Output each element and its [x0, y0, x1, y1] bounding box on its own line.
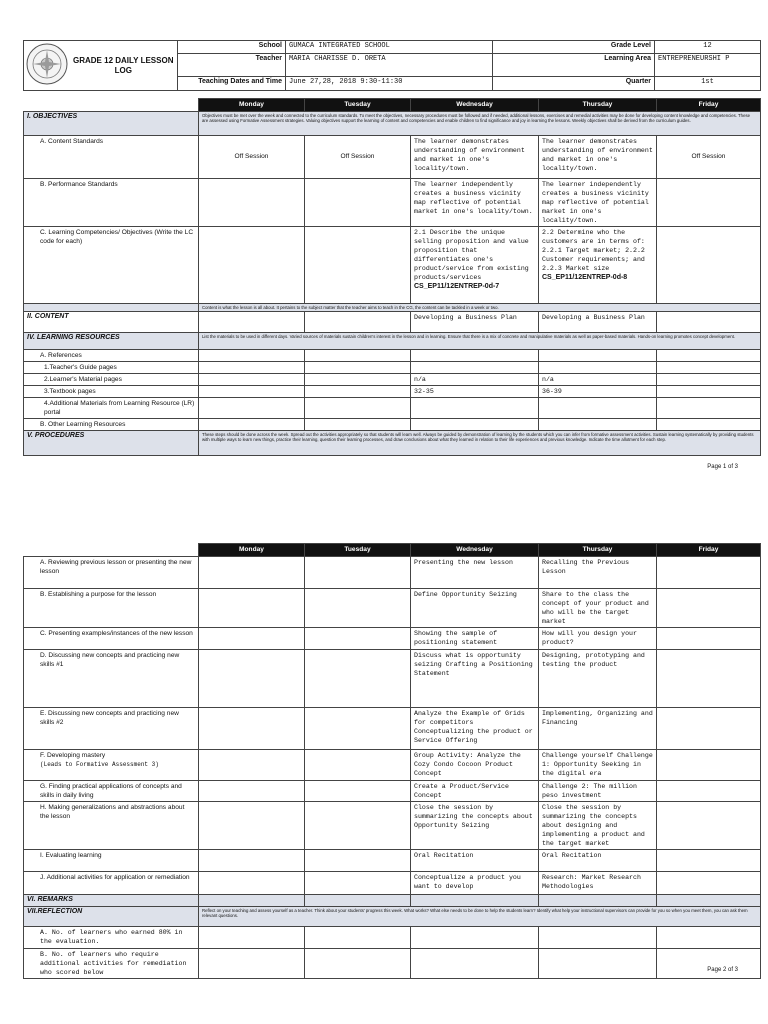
content-standards-friday: Off Session — [657, 135, 761, 178]
procedure-row — [24, 649, 761, 707]
additional-materials-label: 4.Additional Materials from Learning Resource (LR) portal — [24, 397, 199, 418]
performance-standards-label: B. Performance Standards — [24, 178, 199, 226]
learning-area-value: ENTREPRENEURSHI P — [655, 53, 761, 76]
competencies-thursday-code: CS_EP11/12ENTREP-0d-8 — [542, 273, 628, 281]
procedure-label: J. Additional activities for application or remediation — [24, 871, 199, 894]
procedure-thursday: Implementing, Organizing and Financing — [539, 707, 657, 749]
content-standards-thursday: The learner demonstrates understanding of environment and market in one's locality/town. — [539, 135, 657, 178]
teacher-label: Teacher — [178, 53, 286, 76]
procedure-row — [24, 749, 761, 780]
deped-seal-icon — [25, 42, 69, 86]
learning-area-label: Learning Area — [493, 53, 655, 76]
procedure-label: D. Discussing new concepts and practicing new skills #1 — [24, 649, 199, 707]
procedure-label — [24, 749, 199, 780]
textbook-pages-wednesday: 32-35 — [411, 385, 539, 397]
competencies-wednesday-text: 2.1 Describe the unique selling proposition and value proposition that differentiates one's product/service from existing products/services — [414, 228, 529, 281]
competencies-wednesday — [411, 226, 539, 303]
competencies-thursday — [539, 226, 657, 303]
procedure-wednesday: Presenting the new lesson — [411, 556, 539, 588]
day-wednesday: Wednesday — [411, 99, 539, 112]
procedure-wednesday: Define Opportunity Seizing — [411, 588, 539, 627]
day-tuesday: Tuesday — [305, 99, 411, 112]
page-number-1: Page 1 of 3 — [707, 464, 738, 470]
procedure-label: E. Discussing new concepts and practicing new skills #2 — [24, 707, 199, 749]
procedure-thursday: Challenge 2: The million peso investment — [539, 780, 657, 801]
procedure-label: I. Evaluating learning — [24, 849, 199, 871]
page-title: GRADE 12 DAILY LESSON LOG — [70, 41, 178, 91]
learning-resources-heading: IV. LEARNING RESOURCES — [24, 332, 199, 349]
learners-material-label: 2.Learner's Material pages — [24, 373, 199, 385]
day-monday-2: Monday — [199, 544, 305, 557]
school-value: GUMACA INTEGRATED SCHOOL — [286, 41, 493, 54]
procedure-label: C. Presenting examples/instances of the new lesson — [24, 627, 199, 649]
procedure-row — [24, 849, 761, 871]
content-standards-tuesday: Off Session — [305, 135, 411, 178]
quarter-value: 1st — [655, 77, 761, 91]
procedure-row — [24, 588, 761, 627]
content-standards-wednesday: The learner demonstrates understanding of environment and market in one's locality/town. — [411, 135, 539, 178]
procedure-label: H. Making generalizations and abstractions about the lesson — [24, 801, 199, 849]
procedure-row — [24, 780, 761, 801]
procedure-thursday: Designing, prototyping and testing the product — [539, 649, 657, 707]
procedure-label-note: (Leads to Formative Assessment 3) — [40, 760, 159, 768]
day-thursday: Thursday — [539, 99, 657, 112]
procedure-wednesday: Showing the sample of positioning statement — [411, 627, 539, 649]
learning-resources-note: List the materials to be used in different days. Varied sources of materials sustain children's interest in the lesson and in learning. Ensure that there is a mix of concrete and manipulative materials as well as paper-based materials. Hands-on learning promotes concept development. — [199, 332, 761, 349]
procedure-label: B. Establishing a purpose for the lesson — [24, 588, 199, 627]
dates-label: Teaching Dates and Time — [178, 77, 286, 91]
procedure-row — [24, 627, 761, 649]
procedure-thursday: Research: Market Research Methodologies — [539, 871, 657, 894]
reflection-note: Reflect on your teaching and assess yourself as a teacher. Think about your students' progress this week. What works? What else needs to be done to help the students learn? Identify what help your instructional supervisors can provide for you so when you meet them, you can ask them relevant questions. — [199, 906, 761, 926]
lesson-table-1 — [23, 98, 761, 456]
competencies-label-note: (Write the LC code for each) — [40, 228, 194, 245]
procedure-thursday: Close the session by summarizing the concepts about designing and implementing a product and the target market — [539, 801, 657, 849]
procedure-thursday: Challenge yourself Challenge 1: Opportunity Seeking in the digital era — [539, 749, 657, 780]
procedure-wednesday: Conceptualize a product you want to develop — [411, 871, 539, 894]
procedure-row — [24, 707, 761, 749]
day-friday-2: Friday — [657, 544, 761, 557]
deped-seal — [24, 41, 70, 91]
objectives-heading: I. OBJECTIVES — [24, 111, 199, 135]
learners-material-wednesday: n/a — [411, 373, 539, 385]
day-header-row — [24, 99, 761, 112]
objectives-note: Objectives must be met over the week and connected to the curriculum standards. To meet the objectives, necessary procedures must be followed and if needed, additional lessons, exercises and remedial activities may be done for developing content knowledge and competencies. These are assessed using Formative Assessment strategies. Valuing objectives support the learning of content and competencies and enable children to find significance and joy in learning the lessons. Weekly objectives shall be derived from the curriculum guides. — [199, 111, 761, 135]
procedure-label: G. Finding practical applications of concepts and skills in daily living — [24, 780, 199, 801]
day-monday: Monday — [199, 99, 305, 112]
lesson-table-2 — [23, 543, 761, 979]
reflection-heading: VII.REFLECTION — [24, 906, 199, 926]
procedure-wednesday: Close the session by summarizing the concepts about Opportunity Seizing — [411, 801, 539, 849]
day-thursday-2: Thursday — [539, 544, 657, 557]
quarter-label: Quarter — [493, 77, 655, 91]
competencies-label-text: C. Learning Competencies/ Objectives — [40, 228, 153, 236]
procedure-label-text: F. Developing mastery — [40, 751, 106, 759]
procedure-thursday: How will you design your product? — [539, 627, 657, 649]
textbook-pages-label: 3.Textbook pages — [24, 385, 199, 397]
content-standards-monday: Off Session — [199, 135, 305, 178]
procedure-row — [24, 871, 761, 894]
procedures-note: These steps should be done across the week. Spread out the activities appropriately so that students will learn well. Always be guided by demonstration of learning by the students which you can infer from formative assessment activities. Sustain learning systematically by providing students with multiple ways to learn new things, practice their learning, question their learning processes, and draw conclusions about what they learned in relation to their life experiences and previous knowledge. Indicate the time allotment for each step. — [199, 430, 761, 455]
content-thursday: Developing a Business Plan — [539, 311, 657, 332]
procedure-thursday: Share to the class the concept of your product and who will be the target market — [539, 588, 657, 627]
procedure-row — [24, 556, 761, 588]
reflection-b-label: B. No. of learners who require additional activities for remediation who scored below — [24, 948, 199, 978]
learners-material-thursday: n/a — [539, 373, 657, 385]
procedure-wednesday: Create a Product/Service Concept — [411, 780, 539, 801]
procedure-row — [24, 801, 761, 849]
procedure-wednesday: Discuss what is opportunity seizing Crafting a Positioning Statement — [411, 649, 539, 707]
header-table — [23, 40, 761, 91]
grade-level-value: 12 — [655, 41, 761, 54]
content-standards-label: A. Content Standards — [24, 135, 199, 178]
school-label: School — [178, 41, 286, 54]
content-wednesday: Developing a Business Plan — [411, 311, 539, 332]
other-resources-label: B. Other Learning Resources — [24, 418, 199, 430]
day-friday: Friday — [657, 99, 761, 112]
remarks-heading: VI. REMARKS — [24, 894, 199, 906]
procedures-heading: V. PROCEDURES — [24, 430, 199, 455]
competencies-thursday-text: 2.2 Determine who the customers are in terms of: 2.2.1 Target market; 2.2.2 Customer requirements; and 2.2.3 Market size — [542, 228, 645, 272]
grade-level-label: Grade Level — [493, 41, 655, 54]
competencies-wednesday-code: CS_EP11/12ENTREP-0d-7 — [414, 282, 500, 290]
day-header-row-2 — [24, 544, 761, 557]
content-note: Content is what the lesson is all about. It pertains to the subject matter that the teacher aims to teach in the CG, the content can be tackled in a week or two. — [199, 303, 761, 311]
procedure-label: A. Reviewing previous lesson or presenting the new lesson — [24, 556, 199, 588]
competencies-label — [24, 226, 199, 303]
references-label: A. References — [24, 349, 199, 361]
procedure-wednesday: Analyze the Example of Grids for competitors Conceptualizing the product or Service Offering — [411, 707, 539, 749]
day-tuesday-2: Tuesday — [305, 544, 411, 557]
procedure-wednesday: Oral Recitation — [411, 849, 539, 871]
procedure-wednesday: Group Activity: Analyze the Cozy Condo Cocoon Product Concept — [411, 749, 539, 780]
page-number-2: Page 2 of 3 — [707, 967, 738, 973]
teacher-value: MARIA CHARISSE D. ORETA — [286, 53, 493, 76]
procedure-thursday: Recalling the Previous Lesson — [539, 556, 657, 588]
day-wednesday-2: Wednesday — [411, 544, 539, 557]
teachers-guide-label: 1.Teacher's Guide pages — [24, 361, 199, 373]
dates-value: June 27,28, 2018 9:30-11:30 — [286, 77, 493, 91]
performance-standards-thursday: The learner independently creates a business vicinity map reflective of potential market in one's locality/town. — [539, 178, 657, 226]
performance-standards-wednesday: The learner independently creates a business vicinity map reflective of potential market in one's locality/town. — [411, 178, 539, 226]
textbook-pages-thursday: 36-39 — [539, 385, 657, 397]
reflection-a-label: A. No. of learners who earned 80% in the evaluation. — [24, 926, 199, 948]
procedure-thursday: Oral Recitation — [539, 849, 657, 871]
content-heading: II. CONTENT — [24, 311, 199, 332]
